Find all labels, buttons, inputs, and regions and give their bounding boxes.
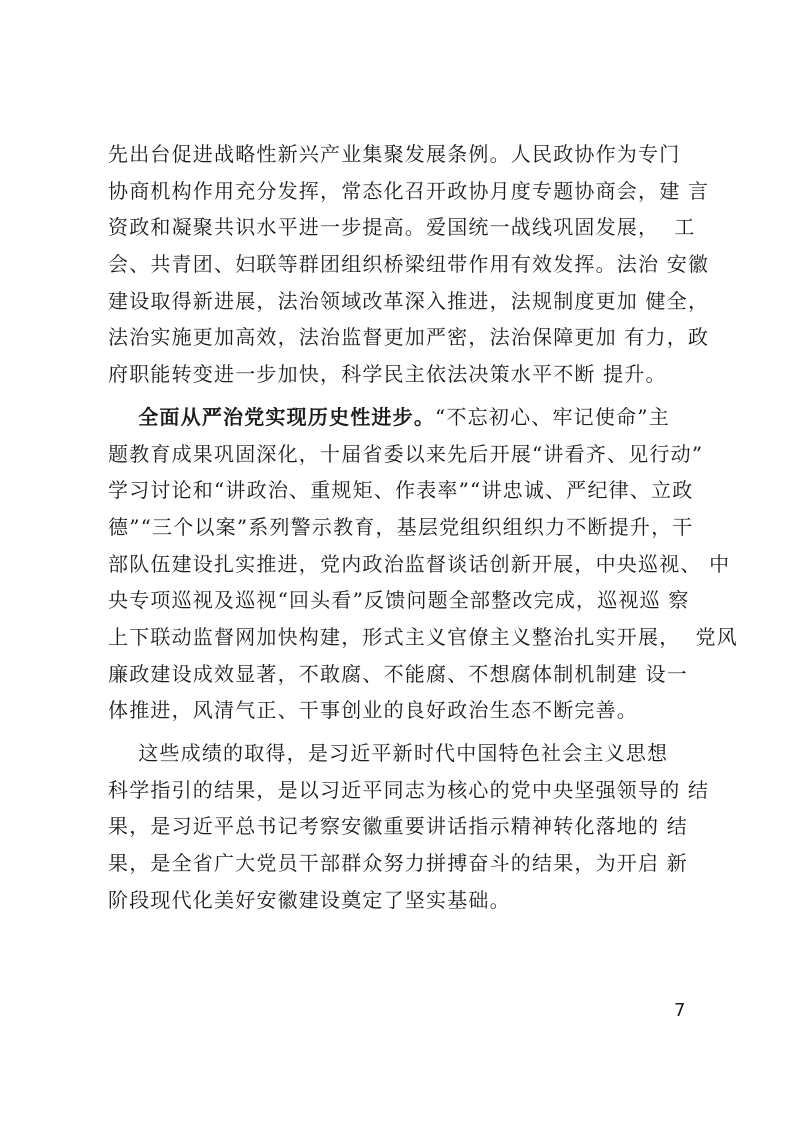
text-line: 体推进，风清气正、干事创业的良好政治生态不断完善。 — [108, 698, 638, 723]
body-text — [108, 136, 738, 918]
bold-heading: 全面从严治党实现历史性进步。 — [138, 404, 436, 429]
text-line: 科学指引的结果，是以习近平同志为核心的党中央坚强领导的 结 — [108, 777, 710, 802]
text-line: 建设取得新进展，法治领域改革深入推进，法规制度更加 健全， — [108, 288, 710, 313]
text-line: 协商机构作用充分发挥，常态化召开政协月度专题协商会，建 言 — [108, 178, 710, 203]
text-line: 府职能转变进一步加快，科学民主依法决策水平不断 提升。 — [108, 362, 667, 387]
text-line — [108, 399, 693, 436]
text-line: 果，是习近平总书记考察安徽重要讲话指示精神转化落地的 结 — [108, 814, 688, 839]
paragraph-3 — [108, 735, 710, 918]
text-line: 法治实施更加高效，法治监督更加严密，法治保障更加 有力，政 — [108, 325, 710, 350]
text-span: “不忘初心、牢记使命”主 — [435, 404, 670, 429]
text-line: 廉政建设成效显著，不敢腐、不能腐、不想腐体制机制建 设一 — [108, 661, 688, 686]
text-line: 阶段现代化美好安徽建设奠定了坚实基础。 — [108, 887, 511, 912]
paragraph-1 — [108, 136, 710, 393]
text-line: 果，是全省广大党员干部群众努力拼搏奋斗的结果，为开启 新 — [108, 851, 688, 876]
text-line: 先出台促进战略性新兴产业集聚发展条例。人民政协作为专门 — [108, 142, 681, 166]
text-line: 题教育成果巩固深化，十届省委以来先后开展“讲看齐、见行动” — [108, 441, 704, 466]
text-line: 央专项巡视及巡视“回头看”反馈问题全部整改完成，巡视巡 察 — [108, 588, 690, 613]
paragraph-2 — [108, 399, 738, 729]
text-line: 德”“三个以案”系列警示教育，基层党组织组织力不断提升，干 — [108, 514, 694, 539]
text-line: 这些成绩的取得，是习近平新时代中国特色社会主义思想 — [108, 741, 669, 765]
text-line: 学习讨论和“讲政治、重规矩、作表率”“讲忠诚、严纪律、立政 — [108, 478, 694, 503]
text-line: 资政和凝聚共识水平进一步提高。爱国统一战线巩固发展， 工 — [108, 215, 696, 240]
text-line: 部队伍建设扎实推进，党内政治监督谈话创新开展，中央巡视、 中 — [108, 551, 731, 576]
page-number: 7 — [674, 1000, 686, 1021]
text-line: 会、共青团、妇联等群团组织桥梁纽带作用有效发挥。法治 安徽 — [108, 252, 710, 277]
text-line: 上下联动监督网加快构建，形式主义官僚主义整治扎实开展， 党风 — [108, 624, 738, 649]
